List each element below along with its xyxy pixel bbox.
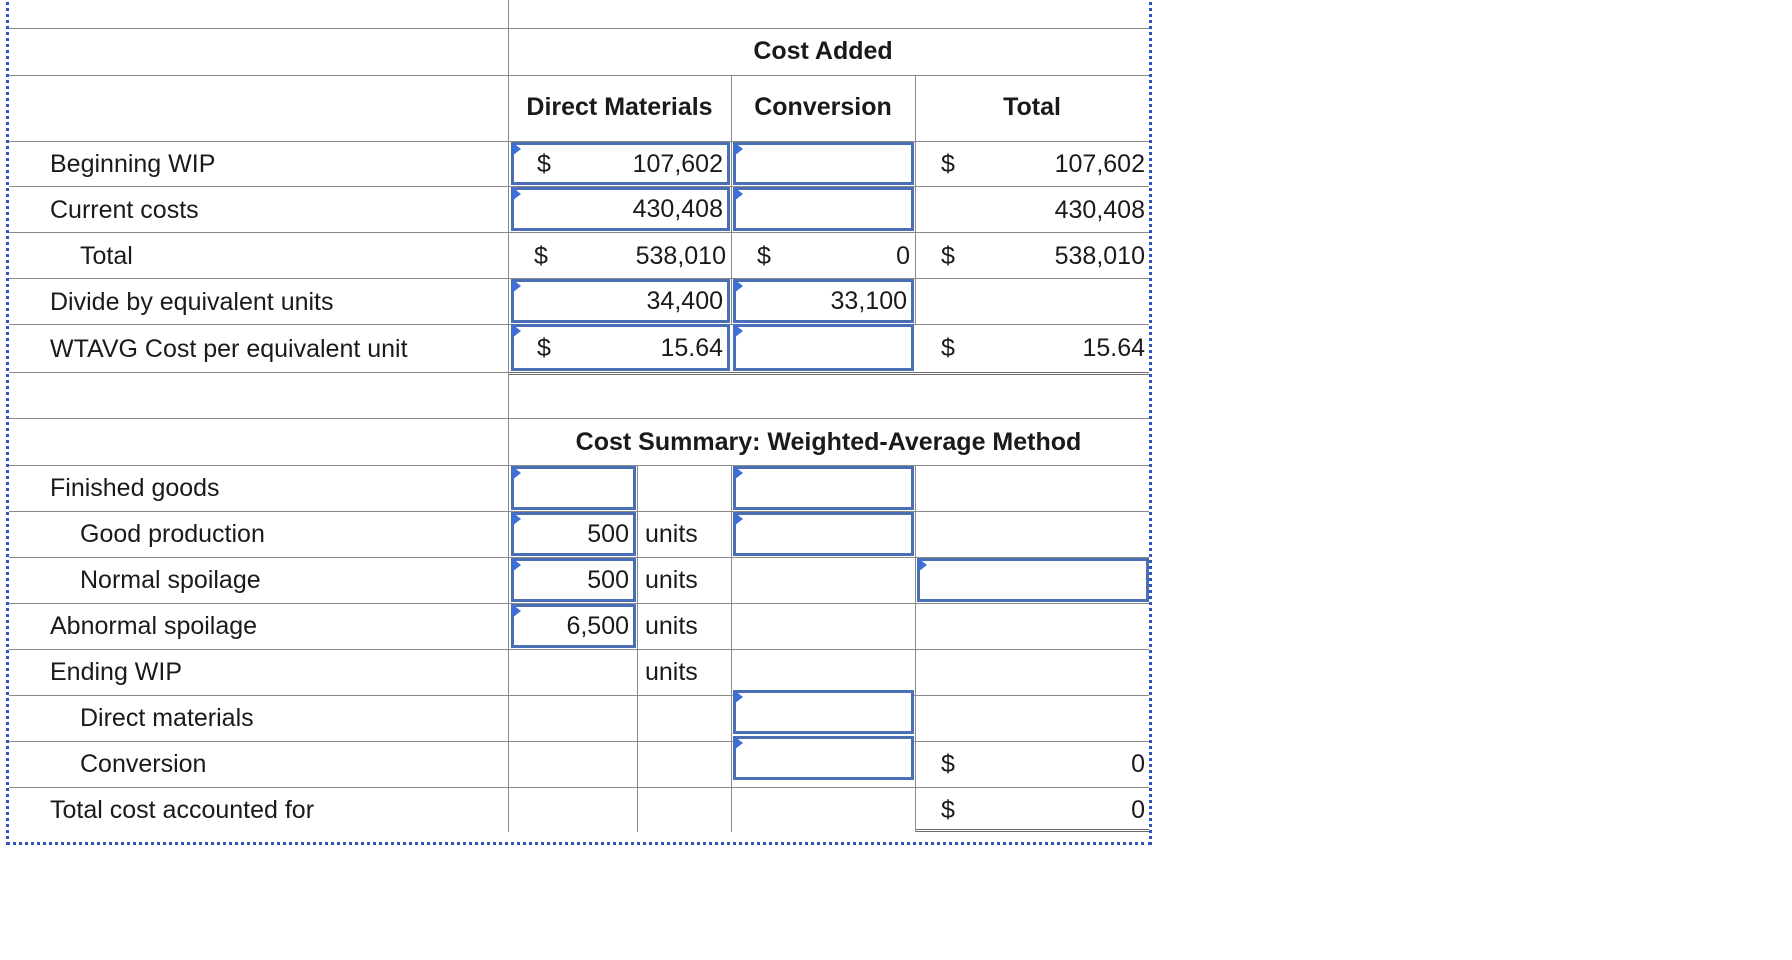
row-label-total: Total — [80, 242, 133, 270]
cost-per-unit-conv-input[interactable] — [733, 324, 914, 371]
dollar-sign: $ — [941, 796, 955, 824]
equivalent-units-conv-value: 33,100 — [830, 287, 907, 315]
cost-added-heading: Cost Added — [753, 37, 893, 65]
good-production-units-input[interactable] — [511, 466, 636, 510]
total-cost-accounted-value: 0 — [1131, 796, 1145, 824]
summary-label-normal-spoilage: Normal spoilage — [80, 566, 261, 594]
total-total-value: 538,010 — [1054, 242, 1145, 270]
dollar-sign: $ — [941, 334, 955, 362]
current-costs-conv-input[interactable] — [733, 187, 914, 231]
ending-wip-units-input[interactable] — [511, 604, 636, 648]
abnormal-spoilage-units-value: 500 — [587, 566, 629, 594]
beginning-wip-total: 107,602 — [1054, 150, 1145, 178]
units-label: units — [645, 612, 698, 640]
total-conv-value: 0 — [896, 242, 910, 270]
dollar-sign: $ — [941, 242, 955, 270]
dollar-sign: $ — [941, 150, 955, 178]
beginning-wip-dm-input[interactable] — [511, 142, 730, 185]
normal-spoilage-cost-input[interactable] — [733, 512, 914, 556]
cost-summary-worksheet — [6, 0, 1152, 845]
dollar-sign: $ — [537, 150, 551, 178]
units-label: units — [645, 658, 698, 686]
ending-wip-units-value: 6,500 — [566, 612, 629, 640]
good-production-cost-input[interactable] — [733, 466, 914, 510]
current-costs-dm-value: 430,408 — [632, 195, 723, 223]
cost-per-unit-dm-input[interactable] — [511, 324, 730, 371]
ending-wip-conv-total: 0 — [1131, 750, 1145, 778]
units-label: units — [645, 520, 698, 548]
current-costs-dm-input[interactable] — [511, 187, 730, 231]
summary-label-ending-wip: Ending WIP — [50, 658, 183, 686]
beginning-wip-conv-input[interactable] — [733, 142, 914, 185]
equivalent-units-dm-input[interactable] — [511, 279, 730, 323]
ending-wip-dm-cost-input[interactable] — [733, 690, 914, 734]
row-label-divide-equivalent-units: Divide by equivalent units — [50, 288, 334, 316]
row-label-cost-per-equivalent-unit: WTAVG Cost per equivalent unit — [50, 335, 408, 363]
summary-label-good-production: Good production — [80, 520, 265, 548]
row-label-current-costs: Current costs — [50, 196, 199, 224]
abnormal-spoilage-units-input[interactable] — [511, 558, 636, 602]
abnormal-spoilage-total-input[interactable] — [917, 558, 1149, 602]
direct-materials-header: Direct Materials — [526, 93, 713, 121]
total-dm-value: 538,010 — [635, 242, 726, 270]
cost-per-unit-total: 15.64 — [1082, 334, 1145, 362]
cost-per-unit-dm-value: 15.64 — [660, 333, 723, 362]
beginning-wip-dm-value: 107,602 — [632, 149, 723, 178]
dollar-sign: $ — [757, 242, 771, 270]
summary-label-direct-materials: Direct materials — [80, 704, 254, 732]
summary-label-finished-goods: Finished goods — [50, 474, 220, 502]
normal-spoilage-units-value: 500 — [587, 520, 629, 548]
conversion-header: Conversion — [754, 93, 892, 121]
normal-spoilage-units-input[interactable] — [511, 512, 636, 556]
units-label: units — [645, 566, 698, 594]
ending-wip-conv-cost-input[interactable] — [733, 736, 914, 780]
summary-label-abnormal-spoilage: Abnormal spoilage — [50, 612, 258, 640]
total-header: Total — [1003, 93, 1061, 121]
summary-label-total-cost: Total cost accounted for — [50, 796, 315, 824]
equivalent-units-dm-value: 34,400 — [646, 287, 723, 315]
dollar-sign: $ — [534, 242, 548, 270]
row-label-beginning-wip: Beginning WIP — [50, 150, 216, 178]
current-costs-total: 430,408 — [1054, 196, 1145, 224]
equivalent-units-conv-input[interactable] — [733, 279, 914, 323]
summary-label-conversion: Conversion — [80, 750, 207, 778]
cost-summary-title: Cost Summary: Weighted-Average Method — [575, 428, 1082, 456]
dollar-sign: $ — [941, 750, 955, 778]
dollar-sign: $ — [537, 334, 551, 362]
